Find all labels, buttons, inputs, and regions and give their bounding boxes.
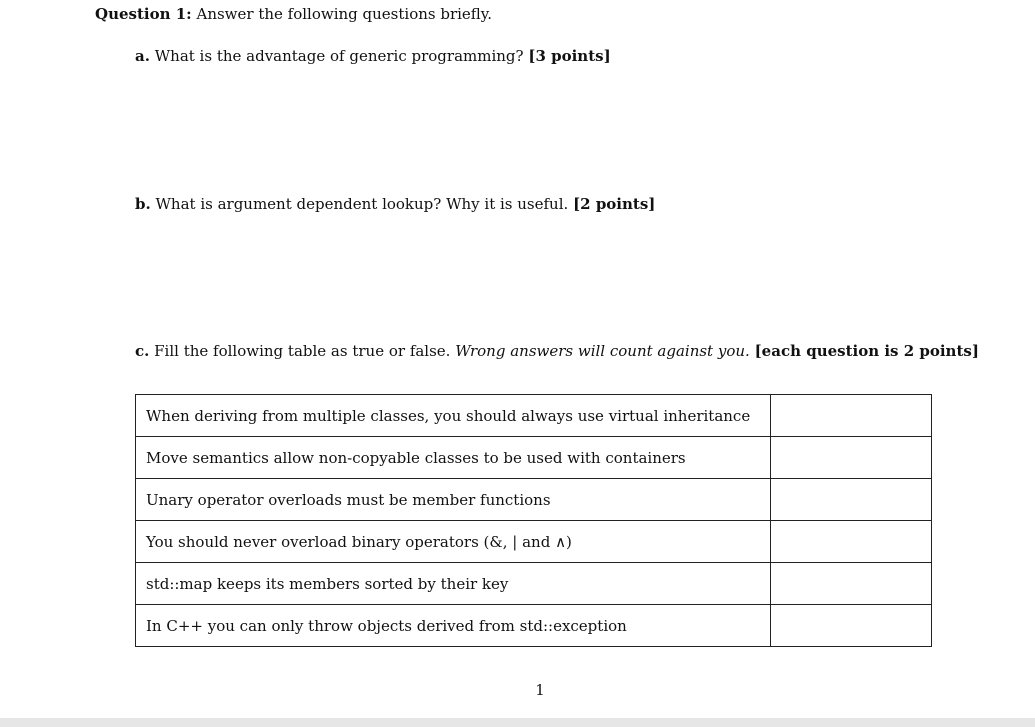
question-header — [95, 4, 492, 24]
statement-cell: When deriving from multiple classes, you should always use virtual inheritance — [136, 395, 771, 437]
viewer-bottom-bar — [0, 718, 1035, 727]
answer-cell[interactable] — [771, 521, 932, 563]
part-b-label: b. — [135, 195, 151, 213]
part-b-text: What is argument dependent lookup? Why it is useful. — [155, 195, 569, 213]
part-a-points: [3 points] — [528, 47, 611, 65]
statement-cell: std::map keeps its members sorted by their key — [136, 563, 771, 605]
table-row — [136, 437, 932, 479]
table-row — [136, 563, 932, 605]
answer-cell[interactable] — [771, 479, 932, 521]
part-b-points: [2 points] — [573, 195, 656, 213]
table-row — [136, 395, 932, 437]
true-false-table — [135, 394, 932, 647]
part-a-text: What is the advantage of generic programming? — [154, 47, 524, 65]
question-text: Answer the following questions briefly. — [196, 5, 493, 23]
answer-cell[interactable] — [771, 605, 932, 647]
part-b — [135, 194, 655, 214]
statement-cell: Move semantics allow non-copyable classes to be used with containers — [136, 437, 771, 479]
part-c-warning: Wrong answers will count against you. — [455, 342, 750, 360]
part-c-label: c. — [135, 342, 150, 360]
part-c-points: [each question is 2 points] — [754, 342, 979, 360]
part-a-label: a. — [135, 47, 150, 65]
part-a — [135, 46, 611, 66]
part-c-text: Fill the following table as true or false. — [154, 342, 451, 360]
part-c — [135, 341, 979, 361]
table-row — [136, 521, 932, 563]
answer-cell[interactable] — [771, 395, 932, 437]
table-row — [136, 479, 932, 521]
answer-cell[interactable] — [771, 437, 932, 479]
question-label: Question 1: — [95, 5, 192, 23]
statement-cell: You should never overload binary operators (&, | and ∧) — [136, 521, 771, 563]
statement-cell: Unary operator overloads must be member functions — [136, 479, 771, 521]
statement-cell: In C++ you can only throw objects derived from std::exception — [136, 605, 771, 647]
answer-cell[interactable] — [771, 563, 932, 605]
page-number: 1 — [535, 681, 545, 699]
table-row — [136, 605, 932, 647]
